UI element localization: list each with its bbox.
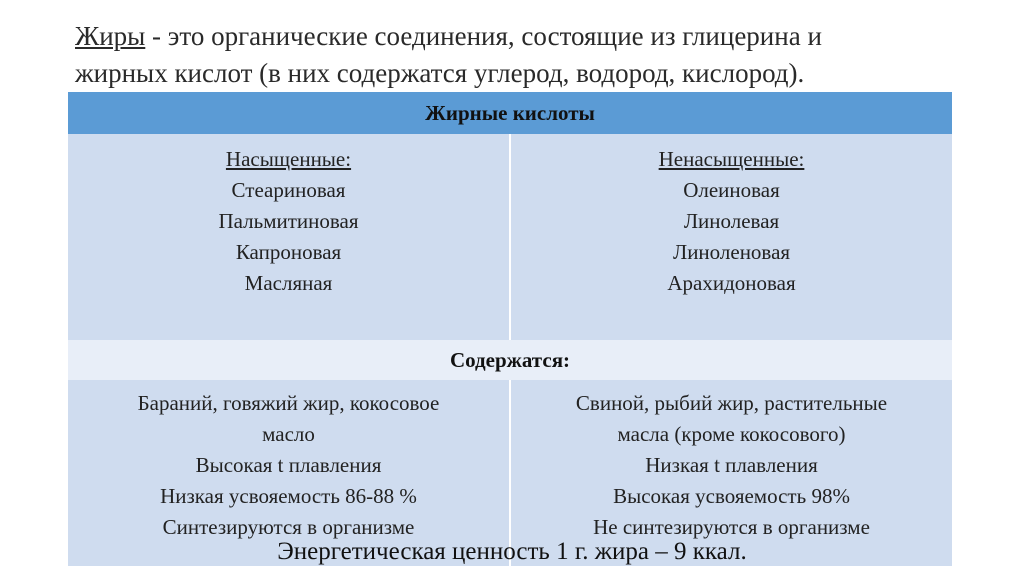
saturated-cell (68, 134, 510, 340)
fatty-acids-table (68, 92, 952, 566)
saturated-source-line: Низкая усвояемость 86-88 % (160, 484, 417, 508)
saturated-item: Капроновая (235, 240, 342, 264)
intro-text (75, 18, 955, 92)
saturated-source-line: Высокая t плавления (195, 453, 382, 477)
intro-definition: - это органические соединения, состоящие из глицерина и (145, 21, 822, 51)
table-subheader: Содержатся: (68, 340, 952, 380)
unsaturated-source-line: Не синтезируются в организме (593, 515, 870, 539)
unsaturated-source-line: Низкая t плавления (645, 453, 818, 477)
unsaturated-source-line: Высокая усвояемость 98% (613, 484, 850, 508)
intro-line-2: жирных кислот (в них содержатся углерод, водород, кислород). (75, 58, 805, 88)
unsaturated-item: Арахидоновая (667, 271, 796, 295)
saturated-item: Пальмитиновая (218, 209, 359, 233)
unsaturated-item: Линоленовая (672, 240, 791, 264)
saturated-title: Насыщенные: (225, 147, 352, 171)
intro-term: Жиры (75, 21, 146, 51)
unsaturated-item: Линолевая (683, 209, 780, 233)
saturated-item: Масляная (244, 271, 333, 295)
unsaturated-cell (510, 134, 952, 340)
unsaturated-item: Олеиновая (683, 178, 780, 202)
intro-line-1 (75, 18, 955, 55)
saturated-source-line: Бараний, говяжий жир, кокосовое (137, 391, 440, 415)
unsaturated-title: Ненасыщенные: (658, 147, 805, 171)
energy-value-note: Энергетическая ценность 1 г. жира – 9 ккал. (277, 538, 747, 565)
unsaturated-source-line: Свиной, рыбий жир, растительные (575, 391, 888, 415)
saturated-item: Стеариновая (231, 178, 346, 202)
table-header: Жирные кислоты (68, 92, 952, 134)
unsaturated-source-line: масла (кроме кокосового) (617, 422, 846, 446)
saturated-source-line: масло (262, 422, 315, 446)
saturated-source-line: Синтезируются в организме (162, 515, 415, 539)
